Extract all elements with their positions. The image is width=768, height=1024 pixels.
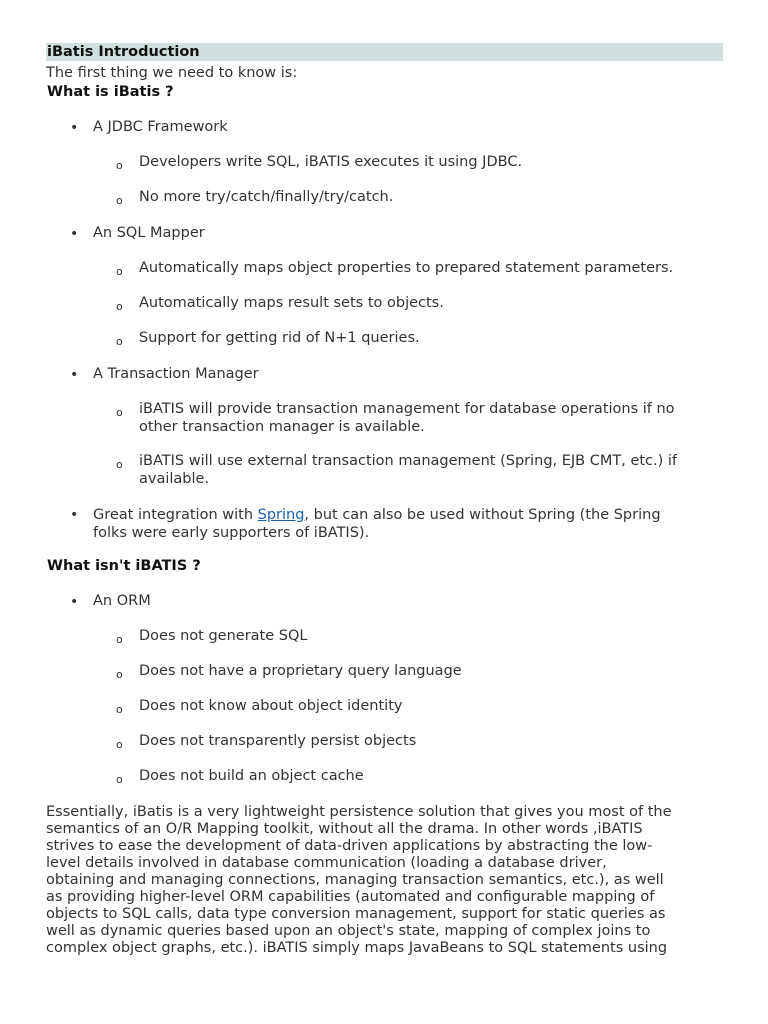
sub-bullet: o — [116, 773, 123, 786]
paragraph-line: level details involved in database communication (loading a database driver, — [46, 855, 607, 871]
paragraph-line: strives to ease the development of data-driven applications by abstracting the low- — [46, 838, 653, 854]
sub-item: Automatically maps result sets to objects. — [139, 295, 444, 311]
sub-bullet: o — [116, 265, 123, 278]
list-item-transaction-manager: A Transaction Manager — [93, 366, 259, 382]
sub-item: Does not have a proprietary query language — [139, 663, 462, 679]
spring-link[interactable]: Spring — [257, 507, 305, 523]
paragraph-line: objects to SQL calls, data type conversion management, support for static queries as — [46, 906, 666, 922]
sub-bullet: o — [116, 194, 123, 207]
bullet-dot: • — [70, 367, 79, 383]
sub-item: No more try/catch/finally/try/catch. — [139, 189, 394, 205]
sub-bullet: o — [116, 703, 123, 716]
integration-prefix: Great integration with — [93, 507, 258, 523]
sub-bullet: o — [116, 633, 123, 646]
sub-bullet: o — [116, 738, 123, 751]
bullet-dot: • — [70, 226, 79, 242]
list-item-integration-line2: folks were early supporters of iBATIS). — [93, 525, 370, 541]
sub-bullet: o — [116, 300, 123, 313]
sub-bullet: o — [116, 458, 123, 471]
bullet-dot: • — [70, 120, 79, 136]
heading-what-isnt: What isn't iBATIS ? — [47, 558, 201, 574]
paragraph-line: semantics of an O/R Mapping toolkit, without all the drama. In other words ,iBATIS — [46, 821, 643, 837]
sub-item: Developers write SQL, iBATIS executes it using JDBC. — [139, 154, 523, 170]
paragraph-line: as providing higher-level ORM capabilities (automated and configurable mapping of — [46, 889, 655, 905]
bullet-dot: • — [70, 594, 79, 610]
sub-item: Automatically maps object properties to prepared statement parameters. — [139, 260, 674, 276]
list-item-orm: An ORM — [93, 593, 151, 609]
paragraph-line: Essentially, iBatis is a very lightweight persistence solution that gives you most of the — [46, 804, 672, 820]
bullet-dot: • — [70, 507, 79, 523]
sub-item: Support for getting rid of N+1 queries. — [139, 330, 420, 346]
sub-item-line: other transaction manager is available. — [139, 419, 425, 435]
paragraph-line: obtaining and managing connections, managing transaction semantics, etc.), as well — [46, 872, 664, 888]
paragraph-line: complex object graphs, etc.). iBATIS simply maps JavaBeans to SQL statements using — [46, 940, 668, 956]
paragraph-line: well as dynamic queries based upon an object's state, mapping of complex joins to — [46, 923, 651, 939]
heading-what-is: What is iBatis ? — [47, 84, 174, 100]
intro-text: The first thing we need to know is: — [46, 65, 298, 81]
page-title: iBatis Introduction — [47, 44, 200, 60]
sub-item: Does not know about object identity — [139, 698, 403, 714]
summary-paragraph — [46, 804, 726, 957]
sub-item: Does not transparently persist objects — [139, 733, 417, 749]
sub-bullet: o — [116, 406, 123, 419]
sub-bullet: o — [116, 335, 123, 348]
list-item-integration — [93, 507, 661, 525]
sub-bullet: o — [116, 159, 123, 172]
list-item-sql-mapper: An SQL Mapper — [93, 225, 205, 241]
sub-item-line: iBATIS will use external transaction management (Spring, EJB CMT, etc.) if — [139, 453, 678, 469]
sub-item: Does not build an object cache — [139, 768, 364, 784]
list-item-jdbc: A JDBC Framework — [93, 119, 228, 135]
sub-item-line: available. — [139, 471, 210, 487]
sub-bullet: o — [116, 668, 123, 681]
integration-suffix: , but can also be used without Spring (the Spring — [304, 507, 661, 523]
sub-item: Does not generate SQL — [139, 628, 308, 644]
sub-item-line: iBATIS will provide transaction management for database operations if no — [139, 401, 675, 417]
